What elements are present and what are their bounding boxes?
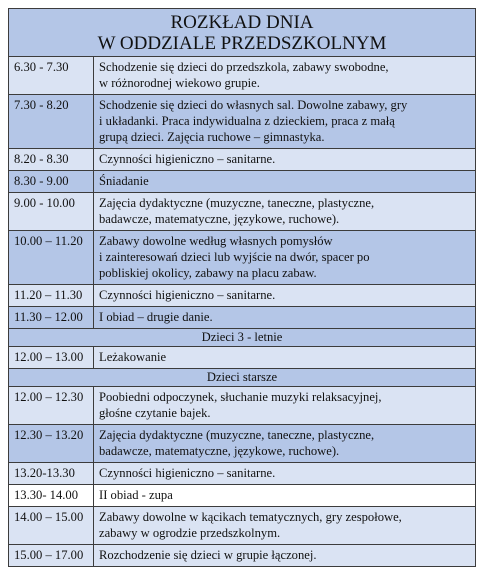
schedule-table — [8, 8, 476, 567]
schedule-row — [9, 485, 476, 507]
activity-line: Schodzenie się dzieci do własnych sal. Dowolne zabawy, gry — [99, 98, 408, 112]
activity-line: badawcze, matematyczne, językowe, ruchowe). — [99, 212, 340, 226]
activity-line: i zainteresowań dzieci lub wyjście na dwór, spacer po — [99, 250, 370, 264]
section-header-row — [9, 369, 476, 387]
activity-cell — [94, 171, 476, 193]
activity-line: w różnorodnej wiekowo grupie. — [99, 76, 260, 90]
activity-cell — [94, 485, 476, 507]
activity-cell — [94, 193, 476, 231]
activity-line: Zabawy dowolne według własnych pomysłów — [99, 234, 333, 248]
activity-line: Schodzenie się dzieci do przedszkola, zabawy swobodne, — [99, 60, 389, 74]
activity-cell — [94, 507, 476, 545]
activity-line: Czynności higieniczno – sanitarne. — [99, 466, 276, 480]
schedule-row — [9, 347, 476, 369]
activity-line: głośne czytanie bajek. — [99, 406, 211, 420]
schedule-row — [9, 463, 476, 485]
time-cell: 12.30 – 13.20 — [9, 425, 94, 463]
schedule-row — [9, 425, 476, 463]
section-header-row — [9, 329, 476, 347]
time-cell: 12.00 – 12.30 — [9, 387, 94, 425]
activity-cell — [94, 545, 476, 567]
title-line-1: ROZKŁAD DNIA — [170, 12, 314, 33]
activity-line: Leżakowanie — [99, 350, 167, 364]
time-cell: 8.30 - 9.00 — [9, 171, 94, 193]
activity-cell — [94, 387, 476, 425]
schedule-row — [9, 193, 476, 231]
activity-cell — [94, 307, 476, 329]
activity-cell — [94, 347, 476, 369]
title-line-2: W ODDZIALE PRZEDSZKOLNYM — [97, 33, 387, 54]
activity-line: Zajęcia dydaktyczne (muzyczne, taneczne, plastyczne, — [99, 196, 375, 210]
activity-cell — [94, 57, 476, 95]
schedule-row — [9, 149, 476, 171]
title-row — [9, 9, 476, 57]
schedule-row — [9, 231, 476, 285]
section-header-3-year-olds: Dzieci 3 - letnie — [9, 329, 476, 347]
activity-line: zabawy w ogrodzie przedszkolnym. — [99, 526, 281, 540]
time-cell: 11.20 – 11.30 — [9, 285, 94, 307]
time-cell: 7.30 - 8.20 — [9, 95, 94, 149]
time-cell: 14.00 – 15.00 — [9, 507, 94, 545]
time-cell: 13.30- 14.00 — [9, 485, 94, 507]
activity-cell — [94, 285, 476, 307]
time-cell: 11.30 – 12.00 — [9, 307, 94, 329]
time-cell: 15.00 – 17.00 — [9, 545, 94, 567]
activity-line: pobliskiej okolicy, zabawy na placu zabaw. — [99, 266, 317, 280]
activity-cell — [94, 95, 476, 149]
activity-cell — [94, 463, 476, 485]
activity-line: Czynności higieniczno – sanitarne. — [99, 288, 276, 302]
section-header-older-children: Dzieci starsze — [9, 369, 476, 387]
time-cell: 12.00 – 13.00 — [9, 347, 94, 369]
time-cell: 10.00 – 11.20 — [9, 231, 94, 285]
schedule-row — [9, 285, 476, 307]
activity-line: Śniadanie — [99, 174, 149, 188]
schedule-row — [9, 387, 476, 425]
schedule-row — [9, 171, 476, 193]
schedule-row — [9, 307, 476, 329]
time-cell: 8.20 - 8.30 — [9, 149, 94, 171]
time-cell: 13.20-13.30 — [9, 463, 94, 485]
activity-line: grupą dzieci. Zajęcia ruchowe – gimnastyka. — [99, 130, 325, 144]
activity-cell — [94, 425, 476, 463]
schedule-row — [9, 95, 476, 149]
activity-line: I obiad – drugie danie. — [99, 310, 213, 324]
activity-line: Poobiedni odpoczynek, słuchanie muzyki relaksacyjnej, — [99, 390, 382, 404]
activity-cell — [94, 231, 476, 285]
schedule-row — [9, 507, 476, 545]
schedule-row — [9, 545, 476, 567]
activity-line: Zabawy dowolne w kącikach tematycznych, gry zespołowe, — [99, 510, 402, 524]
activity-line: Czynności higieniczno – sanitarne. — [99, 152, 276, 166]
activity-line: Zajęcia dydaktyczne (muzyczne, taneczne, plastyczne, — [99, 428, 375, 442]
time-cell: 6.30 - 7.30 — [9, 57, 94, 95]
activity-cell — [94, 149, 476, 171]
time-cell: 9.00 - 10.00 — [9, 193, 94, 231]
schedule-container — [8, 8, 476, 567]
schedule-title — [9, 9, 476, 57]
activity-line: Rozchodzenie się dzieci w grupie łączonej. — [99, 548, 317, 562]
activity-line: badawcze, matematyczne, językowe, ruchowe). — [99, 444, 340, 458]
activity-line: II obiad - zupa — [99, 488, 173, 502]
schedule-row — [9, 57, 476, 95]
activity-line: i układanki. Praca indywidualna z dzieckiem, praca z małą — [99, 114, 395, 128]
